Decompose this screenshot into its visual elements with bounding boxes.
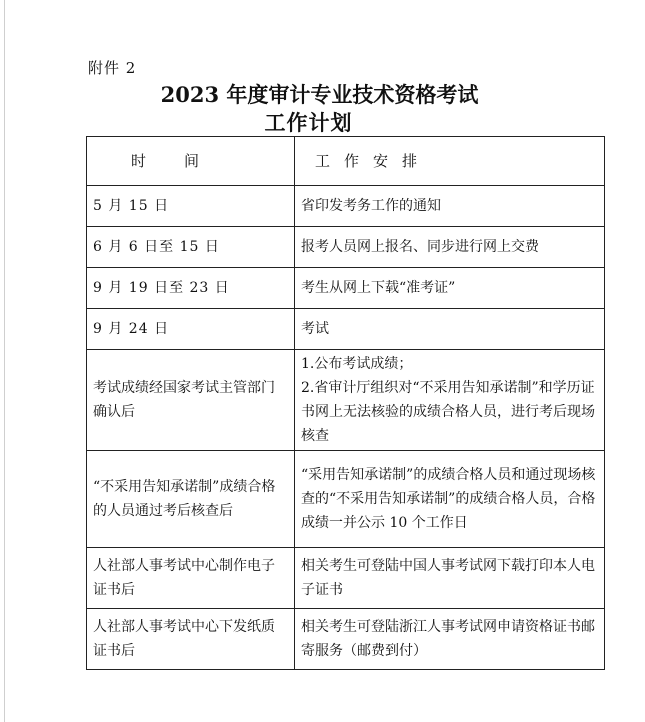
work-cell [295,350,605,451]
page-edge-line [4,0,5,722]
work-cell [295,268,605,309]
attachment-label: 附件 2 [88,59,137,77]
table-row [87,350,605,451]
work-item: 考生从网上下载“准考证” [301,280,456,296]
work-cell [295,609,605,670]
work-cell [295,548,605,609]
work-item: 报考人员网上报名、同步进行网上交费 [301,239,539,255]
table-row [87,548,605,609]
time-cell: 人社部人事考试中心制作电子证书后 [87,548,295,609]
table-row [87,268,605,309]
work-item: 相关考生可登陆中国人事考试网下载打印本人电子证书 [301,558,595,598]
work-cell [295,227,605,268]
work-plan-table [86,136,605,670]
table-row [87,451,605,548]
work-item: 1.公布考试成绩； [301,356,413,372]
time-cell: “不采用告知承诺制”成绩合格的人员通过考后核查后 [87,451,295,548]
work-cell [295,186,605,227]
time-cell: 考试成绩经国家考试主管部门确认后 [87,350,295,451]
document-subtitle: 工作计划 [264,110,353,135]
header-work [295,137,605,186]
work-cell [295,451,605,548]
work-item: 2.省审计厅组织对“不采用告知承诺制”和学历证书网上无法核验的成绩合格人员，进行考后现场核查 [301,380,595,444]
document-title: 2023 年度审计专业技术资格考试 [160,82,479,107]
time-cell: 人社部人事考试中心下发纸质证书后 [87,609,295,670]
time-cell: 5 月 15 日 [87,186,295,227]
table-row [87,227,605,268]
work-cell [295,309,605,350]
work-item: 相关考生可登陆浙江人事考试网申请资格证书邮寄服务（邮费到付） [301,619,595,659]
header-time [87,137,295,186]
table-row [87,186,605,227]
time-cell: 6 月 6 日至 15 日 [87,227,295,268]
header-time-label: 时间 [131,152,238,170]
work-item: 省印发考务工作的通知 [301,198,441,214]
time-cell: 9 月 19 日至 23 日 [87,268,295,309]
table-row [87,609,605,670]
header-work-label: 工作安排 [315,152,432,170]
table-row [87,309,605,350]
work-item: “采用告知承诺制”的成绩合格人员和通过现场核查的“不采用告知承诺制”的成绩合格人员，合格成绩一并公示 10 个工作日 [301,467,596,531]
table-header-row [87,137,605,186]
work-item: 考试 [301,321,329,337]
time-cell: 9 月 24 日 [87,309,295,350]
